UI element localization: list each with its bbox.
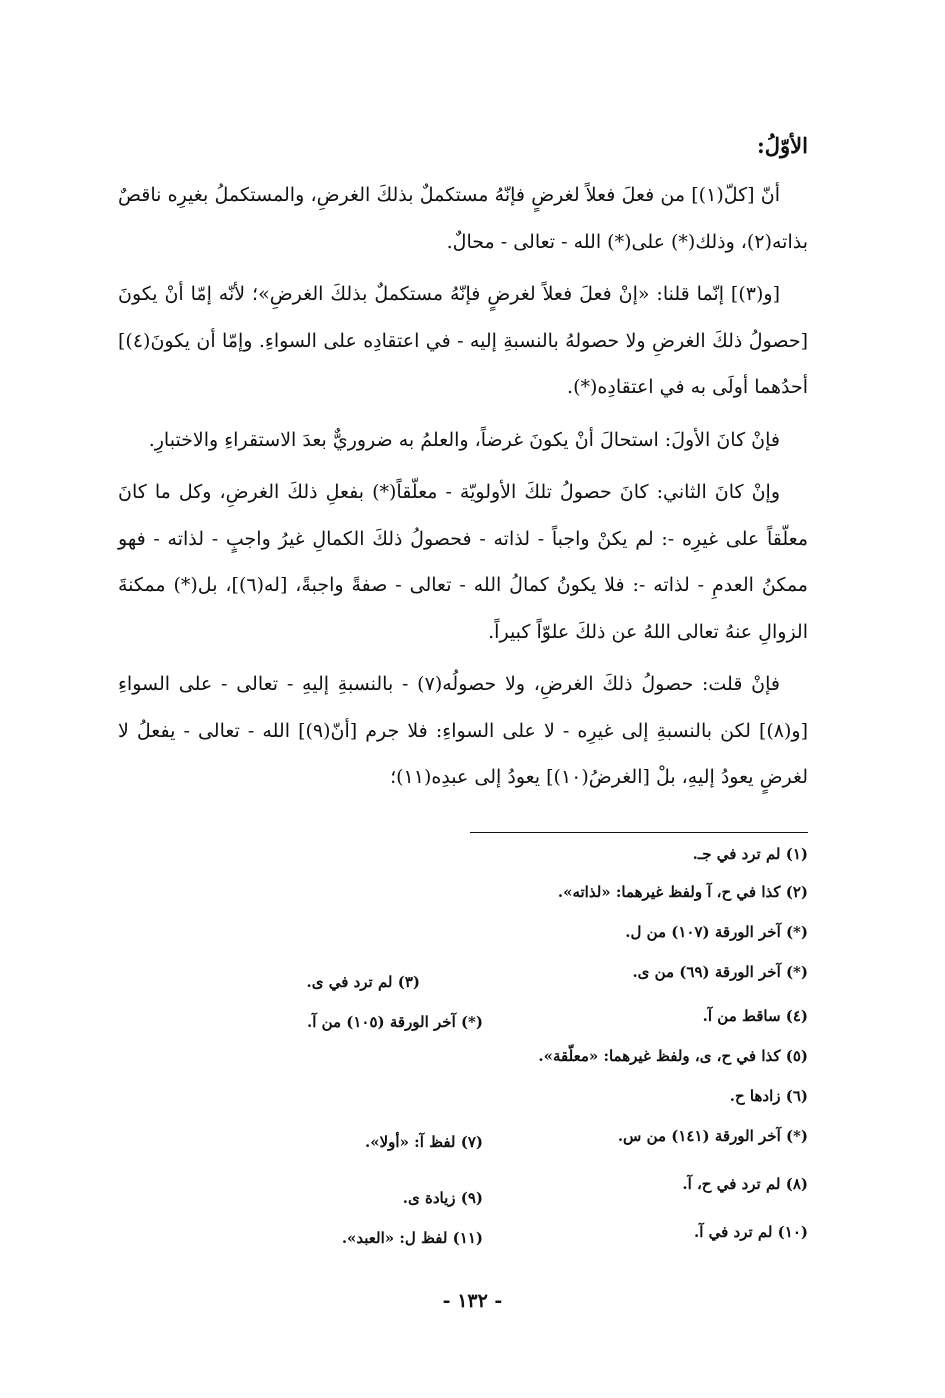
footnote-5: (٥) كذا في ح، ى، ولفظ غيرهما: «معلّقة». [538,1047,808,1065]
footnote-star-y69: (*) آخر الورقة (٦٩) من ى. [632,963,808,981]
footnote-separator [0,832,945,834]
main-text-block [118,128,808,807]
footnote-6: (٦) زادها ح. [729,1087,808,1105]
paragraph-4: وإنْ كانَ الثاني: كانَ حصولُ تلكَ الأولويّة - معلّقاً(*) بفعلِ ذلكَ الغرضِ، وكل ما كانَ معلّقاً على غيرِه -: لم يكنْ واجباً - لذاته - فحصولُ ذلكَ الكمالِ غيرُ واجبٍ - لذاته - فهو ممكنُ العدمِ - لذاته -: فلا يكونُ كمالُ الله - تعالى - صفةً واجبةً، [له(٦)]، بل(*) ممكنةَ الزوالِ عنهُ تعالى اللهُ عن ذلكَ علوّاً كبيراً. [118,481,808,643]
footnote-10: (١٠) لم ترد في آ. [694,1223,808,1241]
footnote-3: (٣) لم ترد في ى. [306,973,420,991]
separator-line [470,832,808,833]
section-heading: الأوّلُ: [757,133,808,158]
paragraph-3: فإنْ كانَ الأولَ: استحالَ أنْ يكونَ غرضاً، والعلمُ به ضروريٌّ بعدَ الاستقراءِ والاختبارِ. [148,428,780,451]
footnote-8: (٨) لم ترد في ح، آ. [682,1175,808,1193]
footnote-star-l107: (*) آخر الورقة (١٠٧) من ل. [625,923,808,941]
footnote-11: (١١) لفظ ل: «العبد». [341,1229,483,1247]
footnote-star-a105: (*) آخر الورقة (١٠٥) من آ. [306,1013,483,1031]
page-number: - ١٣٢ - [442,1290,503,1312]
footnote-9: (٩) زيادة ى. [402,1189,483,1207]
footnote-2: (٢) كذا في ح، آ ولفظ غيرهما: «لذاته». [557,883,808,901]
footnote-7: (٧) لفظ آ: «أولا». [365,1133,483,1151]
footnote-star-s141: (*) آخر الورقة (١٤١) من س. [617,1127,808,1145]
paragraph-1: أنّ [كلّ(١)] من فعلَ فعلاً لغرضٍ فإنّهُ مستكملٌ بذلكَ الغرضِ، والمستكملُ بغيرِه ناقصٌ بذاته(٢)، وذلك(*) على(*) الله - تعالى - محالٌ. [118,184,808,253]
footnote-1: (١) لم ترد في جـ. [692,845,808,863]
footnote-4: (٤) ساقط من آ. [702,1007,808,1025]
paragraph-2: [و(٣)] إنّما قلنا: «إنْ فعلَ فعلاً لغرضٍ فإنّهُ مستكملٌ بذلكَ الغرضِ»؛ لأنّه إمّا أنْ يكونَ [حصولُ ذلكَ الغرضِ ولا حصولهُ بالنسبةِ إليه - في اعتقادِه على السواءِ. وإمّا أن يكونَ(٤)] أحدُهما أولَى به في اعتقادِه(*). [118,283,808,398]
paragraph-5: فإنْ قلت: حصولُ ذلكَ الغرضِ، ولا حصولُه(٧) - بالنسبةِ إليهِ - تعالى - على السواءِ [و(٨)] لكن بالنسبةِ إلى غيرِه - لا على السواءِ: فلا جرم [أنّ(٩)] الله - تعالى - يفعلُ لا لغرضٍ يعودُ إليهِ، بلْ [الغرضُ(١٠)] يعودُ إلى عبدِه(١١)؛ [118,673,809,788]
